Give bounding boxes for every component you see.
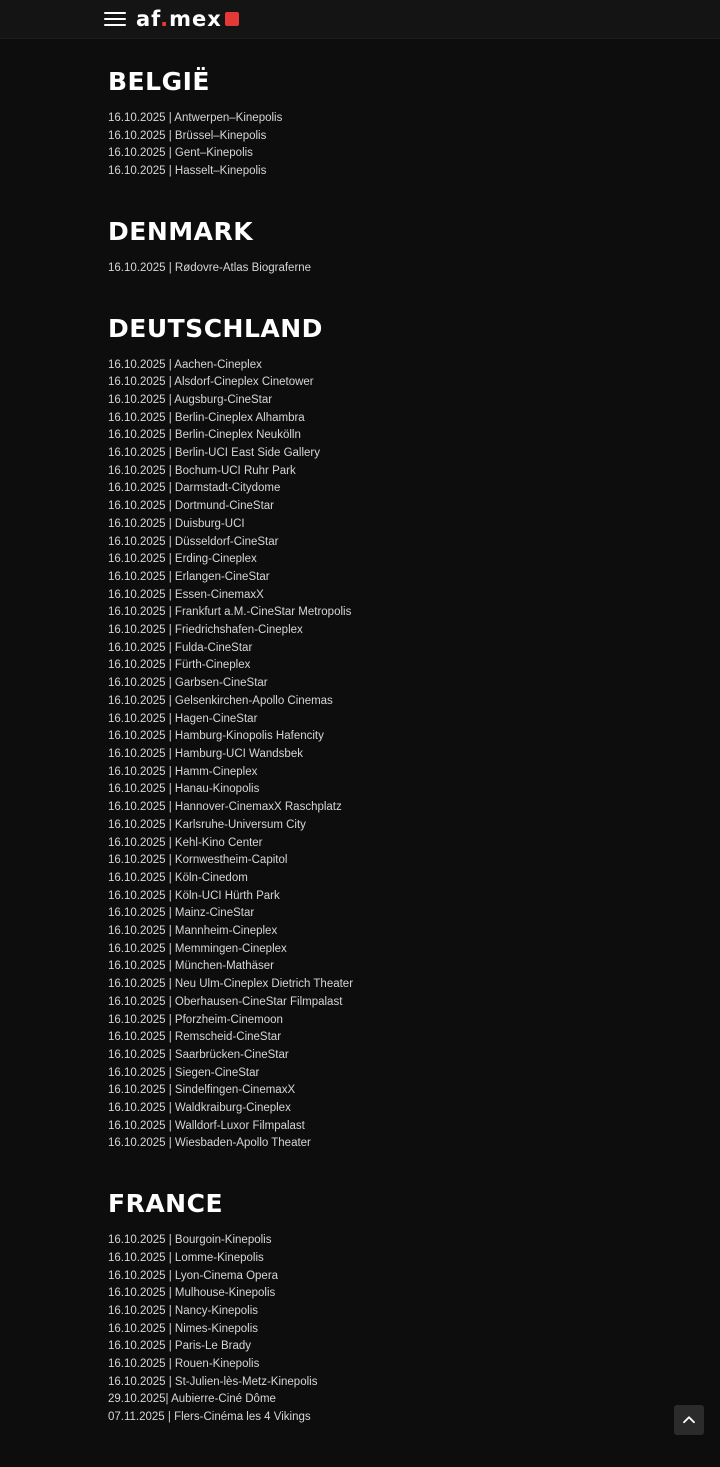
scroll-to-top-button[interactable] bbox=[674, 1405, 704, 1435]
list-item[interactable]: 16.10.2025 | Memmingen-Cineplex bbox=[108, 942, 287, 955]
list-item[interactable]: 16.10.2025 | Nancy-Kinepolis bbox=[108, 1304, 259, 1317]
list-item[interactable]: 16.10.2025 | Aachen-Cineplex bbox=[108, 358, 262, 371]
list-item[interactable]: 16.10.2025 | Hamburg-UCI Wandsbek bbox=[108, 747, 303, 760]
logo-suffix: mex bbox=[169, 6, 222, 31]
list-item[interactable]: 16.10.2025 | Köln-UCI Hürth Park bbox=[108, 889, 280, 902]
country-heading: DENMARK bbox=[108, 216, 254, 246]
list-item[interactable]: 16.10.2025 | Berlin-Cineplex Neukölln bbox=[108, 429, 301, 442]
spacer bbox=[108, 96, 612, 110]
list-item[interactable]: 16.10.2025 | Remscheid-CineStar bbox=[108, 1031, 282, 1044]
list-item[interactable]: 16.10.2025 | Lomme-Kinepolis bbox=[108, 1251, 264, 1264]
list-item[interactable]: 16.10.2025 | Hagen-CineStar bbox=[108, 712, 258, 725]
spacer bbox=[108, 246, 612, 260]
list-item[interactable]: 16.10.2025 | Rødovre-Atlas Biograferne bbox=[108, 261, 312, 274]
listing-list-belgie bbox=[108, 110, 612, 181]
list-item[interactable]: 16.10.2025 | Erlangen-CineStar bbox=[108, 570, 270, 583]
list-item[interactable]: 16.10.2025 | Erding-Cineplex bbox=[108, 553, 257, 566]
list-item[interactable]: 16.10.2025 | Pforzheim-Cinemoon bbox=[108, 1013, 283, 1026]
listing-list-denmark bbox=[108, 260, 612, 278]
list-item[interactable]: 16.10.2025 | Berlin-Cineplex Alhambra bbox=[108, 411, 305, 424]
country-block-belgie bbox=[108, 39, 612, 181]
list-item[interactable]: 16.10.2025 | Oberhausen-CineStar Filmpalast bbox=[108, 995, 343, 1008]
screenings-list bbox=[0, 39, 720, 1467]
list-item[interactable]: 16.10.2025 | Gent–Kinepolis bbox=[108, 147, 253, 160]
list-item[interactable]: 16.10.2025 | Berlin-UCI East Side Gallery bbox=[108, 447, 321, 460]
list-item[interactable]: 16.10.2025 | Friedrichshafen-Cineplex bbox=[108, 624, 303, 637]
list-item[interactable]: 16.10.2025 | Rouen-Kinepolis bbox=[108, 1358, 260, 1371]
list-item[interactable]: 16.10.2025 | Gelsenkirchen-Apollo Cinemas bbox=[108, 694, 333, 707]
list-item[interactable]: 16.10.2025 | Siegen-CineStar bbox=[108, 1066, 260, 1079]
list-item[interactable]: 16.10.2025 | Alsdorf-Cineplex Cinetower bbox=[108, 376, 314, 389]
list-item[interactable]: 16.10.2025 | Düsseldorf-CineStar bbox=[108, 535, 279, 548]
country-block-france bbox=[108, 1189, 612, 1427]
logo-prefix: af bbox=[136, 6, 161, 31]
country-heading: DEUTSCHLAND bbox=[108, 313, 323, 343]
list-item[interactable]: 16.10.2025 | Mannheim-Cineplex bbox=[108, 925, 278, 938]
list-item[interactable]: 16.10.2025 | Kehl-Kino Center bbox=[108, 836, 263, 849]
listing-list-deutschland bbox=[108, 357, 612, 1154]
list-item[interactable]: 16.10.2025 | Hamm-Cineplex bbox=[108, 765, 258, 778]
list-item[interactable]: 16.10.2025 | München-Mathäser bbox=[108, 960, 275, 973]
spacer bbox=[108, 278, 612, 314]
list-item[interactable]: 16.10.2025 | Bochum-UCI Ruhr Park bbox=[108, 464, 296, 477]
list-item[interactable]: 16.10.2025 | Lyon-Cinema Opera bbox=[108, 1269, 279, 1282]
list-item[interactable]: 16.10.2025 | Essen-CinemaxX bbox=[108, 588, 264, 601]
list-item[interactable]: 16.10.2025 | Darmstadt-Citydome bbox=[108, 482, 281, 495]
listing-list-france bbox=[108, 1232, 612, 1427]
list-item[interactable]: 16.10.2025 | Augsburg-CineStar bbox=[108, 393, 273, 406]
logo-text bbox=[136, 6, 222, 31]
menu-bar-2 bbox=[104, 18, 126, 20]
country-block-denmark bbox=[108, 217, 612, 278]
list-item[interactable]: 16.10.2025 | Köln-Cinedom bbox=[108, 871, 248, 884]
country-heading: FRANCE bbox=[108, 1189, 224, 1219]
hamburger-menu-icon[interactable] bbox=[104, 9, 128, 29]
list-item[interactable]: 16.10.2025 | Mulhouse-Kinepolis bbox=[108, 1287, 276, 1300]
menu-bar-1 bbox=[104, 12, 126, 14]
site-header bbox=[0, 0, 720, 39]
list-item[interactable]: 16.10.2025 | Hannover-CinemaxX Raschplatz bbox=[108, 801, 342, 814]
list-item[interactable]: 16.10.2025 | Mainz-CineStar bbox=[108, 907, 255, 920]
list-item[interactable]: 16.10.2025 | Frankfurt a.M.-CineStar Metropolis bbox=[108, 606, 352, 619]
list-item[interactable]: 16.10.2025 | Hasselt–Kinepolis bbox=[108, 165, 267, 178]
list-item[interactable]: 16.10.2025 | Nimes-Kinepolis bbox=[108, 1322, 259, 1335]
list-item[interactable]: 07.11.2025 | Flers-Cinéma les 4 Vikings bbox=[108, 1411, 311, 1424]
chevron-up-icon bbox=[682, 1413, 696, 1427]
list-item[interactable]: 16.10.2025 | Wiesbaden-Apollo Theater bbox=[108, 1137, 311, 1150]
list-item[interactable]: 16.10.2025 | Hanau-Kinopolis bbox=[108, 783, 260, 796]
list-item[interactable]: 16.10.2025 | Duisburg-UCI bbox=[108, 517, 245, 530]
list-item[interactable]: 16.10.2025 | Fürth-Cineplex bbox=[108, 659, 251, 672]
list-item[interactable]: 16.10.2025 | Hamburg-Kinopolis Hafencity bbox=[108, 730, 324, 743]
list-item[interactable]: 16.10.2025 | Sindelfingen-CinemaxX bbox=[108, 1084, 296, 1097]
logo-square-icon bbox=[225, 12, 239, 26]
list-item[interactable]: 16.10.2025 | Bourgoin-Kinepolis bbox=[108, 1234, 272, 1247]
spacer bbox=[108, 1218, 612, 1232]
list-item[interactable]: 16.10.2025 | Neu Ulm-Cineplex Dietrich Theater bbox=[108, 978, 354, 991]
list-item[interactable]: 16.10.2025 | Karlsruhe-Universum City bbox=[108, 818, 306, 831]
list-item[interactable]: 16.10.2025 | Fulda-CineStar bbox=[108, 641, 253, 654]
spacer bbox=[108, 343, 612, 357]
list-item[interactable]: 16.10.2025 | Antwerpen–Kinepolis bbox=[108, 112, 283, 124]
menu-bar-3 bbox=[104, 24, 126, 26]
list-item[interactable]: 16.10.2025 | Saarbrücken-CineStar bbox=[108, 1048, 289, 1061]
list-item[interactable]: 16.10.2025 | Brüssel–Kinepolis bbox=[108, 129, 267, 142]
list-item[interactable]: 16.10.2025 | Kornwestheim-Capitol bbox=[108, 854, 288, 867]
logo-dot: . bbox=[160, 6, 170, 31]
list-item[interactable]: 16.10.2025 | Paris-Le Brady bbox=[108, 1340, 251, 1353]
list-item[interactable]: 16.10.2025 | Walldorf-Luxor Filmpalast bbox=[108, 1119, 305, 1132]
country-block-deutschland bbox=[108, 314, 612, 1154]
list-item[interactable]: 16.10.2025 | Dortmund-CineStar bbox=[108, 500, 274, 513]
list-item[interactable]: 16.10.2025 | Garbsen-CineStar bbox=[108, 677, 268, 690]
list-item[interactable]: 29.10.2025| Aubierre-Ciné Dôme bbox=[108, 1393, 276, 1406]
country-heading: BELGIË bbox=[108, 67, 210, 96]
list-item[interactable]: 16.10.2025 | Waldkraiburg-Cineplex bbox=[108, 1102, 291, 1115]
spacer bbox=[108, 1153, 612, 1189]
list-item[interactable]: 16.10.2025 | St-Julien-lès-Metz-Kinepolis bbox=[108, 1375, 318, 1388]
site-logo[interactable] bbox=[136, 6, 239, 32]
spacer bbox=[108, 181, 612, 217]
